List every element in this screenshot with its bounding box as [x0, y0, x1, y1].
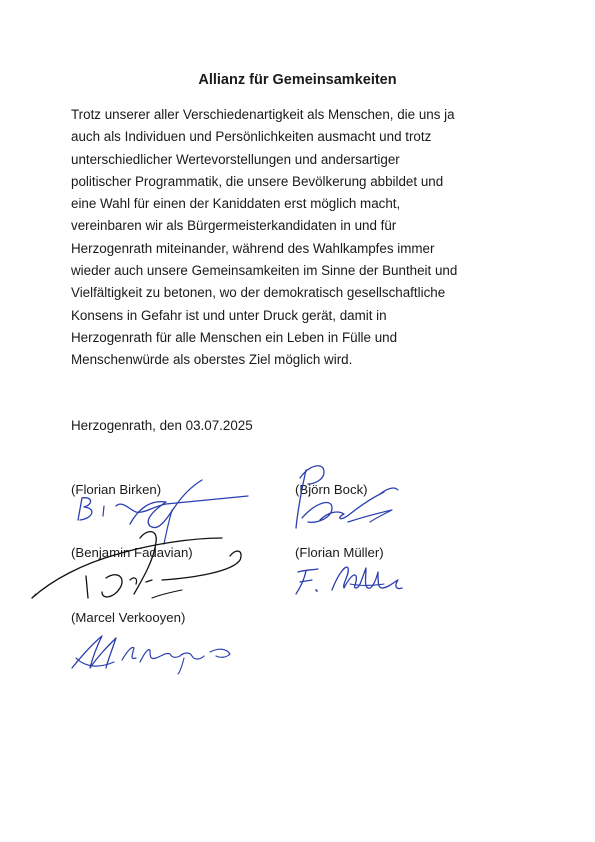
- signatory-name-bock: (Björn Bock): [295, 482, 368, 497]
- place-date: Herzogenrath, den 03.07.2025: [71, 418, 253, 433]
- signature-fadavian: [22, 520, 252, 610]
- body-line: politischer Programmatik, die unsere Bevölkerung abbildet und: [71, 173, 444, 189]
- signature-verkooyen: [66, 628, 236, 676]
- body-paragraph: [71, 104, 531, 372]
- body-line: auch als Individuen und Persönlichkeiten ausmacht und trotz: [71, 129, 432, 145]
- body-line: Konsens in Gefahr ist und unter Druck gerät, damit in: [71, 307, 387, 323]
- body-line: eine Wahl für einen der Kaniddaten erst möglich macht,: [71, 196, 401, 212]
- body-line: vereinbaren wir als Bürgermeisterkandidaten in und für: [71, 218, 397, 234]
- body-line: wieder auch unsere Gemeinsamkeiten im Sinne der Buntheit und: [71, 263, 458, 279]
- signature-mueller: [290, 560, 410, 600]
- signature-bock: [280, 458, 410, 538]
- document-title: Allianz für Gemeinsamkeiten: [198, 72, 397, 88]
- body-line: Herzogenrath für alle Menschen ein Leben in Fülle und: [71, 329, 398, 345]
- signatory-name-mueller: (Florian Müller): [295, 545, 384, 560]
- signatory-name-verkooyen: (Marcel Verkooyen): [71, 610, 186, 625]
- body-line: Herzogenrath miteinander, während des Wahlkampfes immer: [71, 240, 435, 256]
- signatory-name-birken: (Florian Birken): [71, 482, 162, 497]
- signatory-name-fadavian: (Benjamin Fadavian): [71, 545, 193, 560]
- body-line: Trotz unserer aller Verschiedenartigkeit als Menschen, die uns ja: [71, 107, 455, 122]
- body-line: Vielfältigkeit zu betonen, wo der demokratisch gesellschaftliche: [71, 285, 446, 301]
- body-line: Menschenwürde als oberstes Ziel möglich wird.: [71, 352, 353, 368]
- body-line: unterschiedlicher Wertevorstellungen und andersartiger: [71, 151, 400, 167]
